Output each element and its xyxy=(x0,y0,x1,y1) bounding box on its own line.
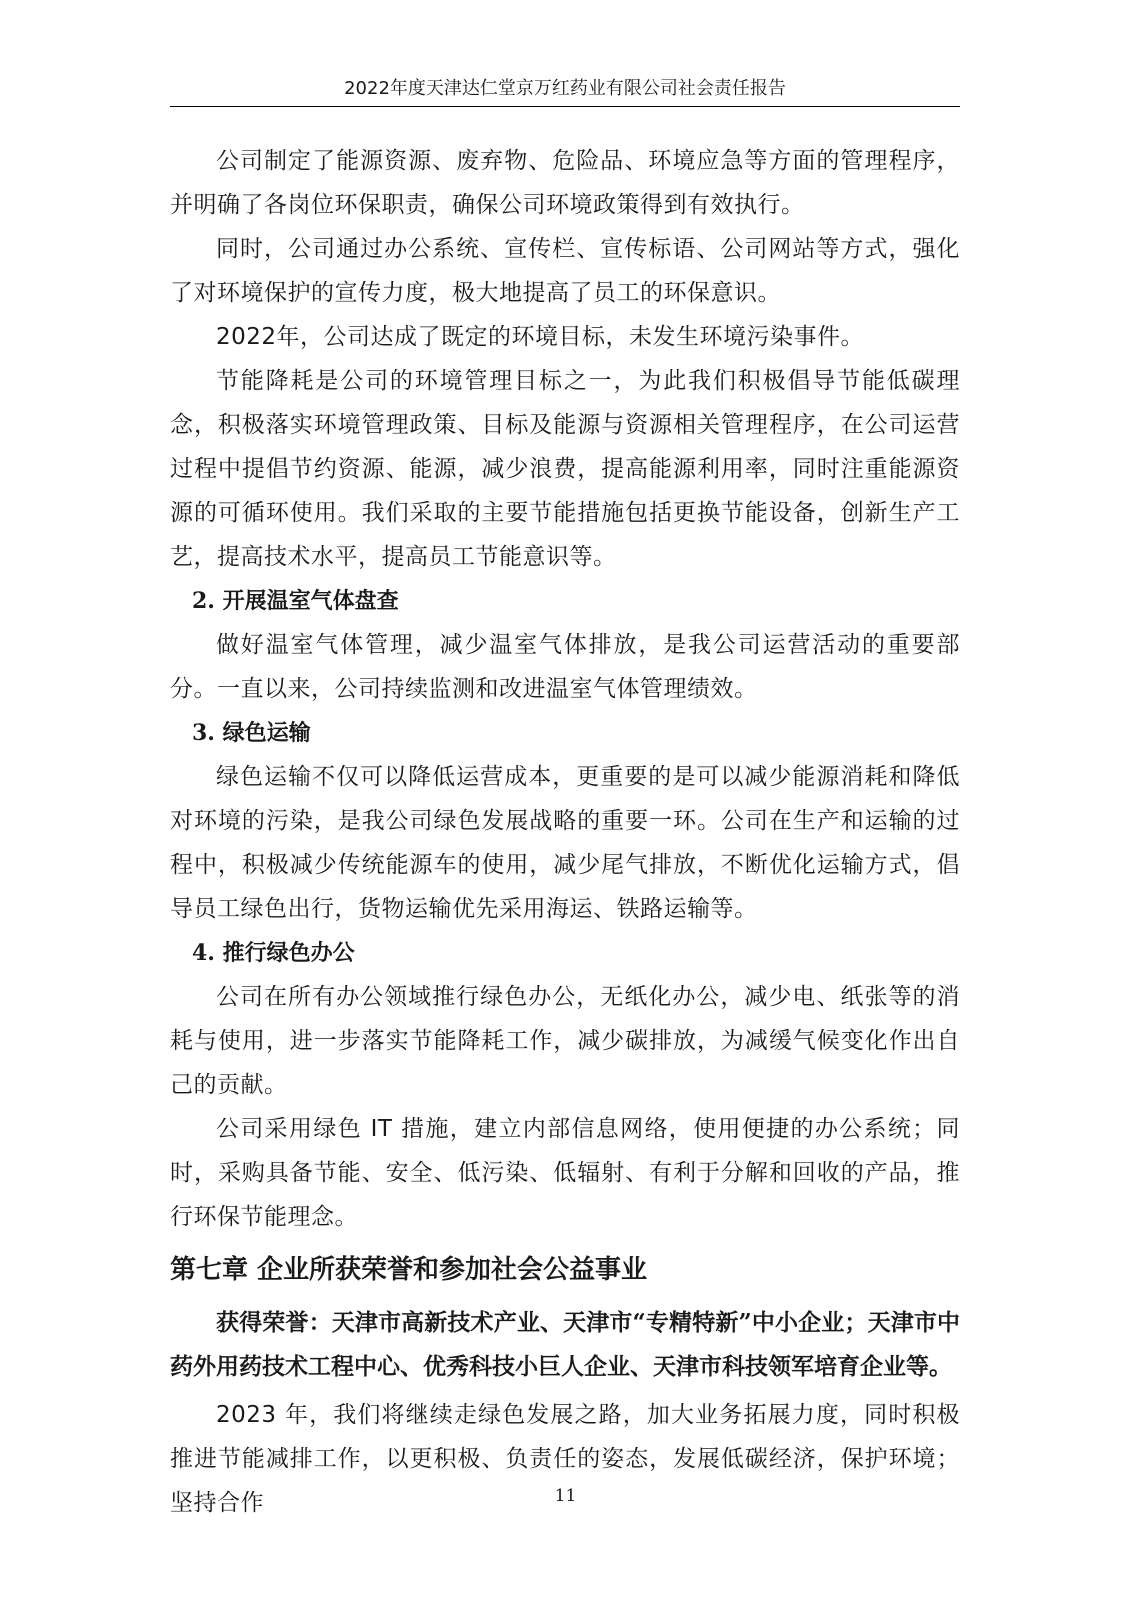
heading-green-transport: 3. 绿色运输 xyxy=(192,720,311,746)
page-header xyxy=(170,72,960,107)
paragraph-greenhouse-gas: 做好温室气体管理，减少温室气体排放，是我公司运营活动的重要部分。一直以来，公司持续监测和改进温室气体管理绩效。 xyxy=(170,632,960,702)
paragraph-environmental-goal: 2022年，公司达成了既定的环境目标，未发生环境污染事件。 xyxy=(216,324,865,350)
paragraph-management-procedures: 公司制定了能源资源、废弃物、危险品、环境应急等方面的管理程序，并明确了各岗位环保职责，确保公司环境政策得到有效执行。 xyxy=(170,148,960,218)
paragraph-green-office: 公司在所有办公领域推行绿色办公，无纸化办公，减少电、纸张等的消耗与使用，进一步落实节能降耗工作，减少碳排放，为减缓气候变化作出自己的贡献。 xyxy=(170,984,960,1098)
paragraph-2023-plan: 2023 年，我们将继续走绿色发展之路，加大业务拓展力度，同时积极推进节能减排工作，以更积极、负责任的姿态，发展低碳经济，保护环境；坚持合作 xyxy=(170,1402,960,1516)
paragraph-green-transport: 绿色运输不仅可以降低运营成本，更重要的是可以减少能源消耗和降低对环境的污染，是我公司绿色发展战略的重要一环。公司在生产和运输的过程中，积极减少传统能源车的使用，减少尾气排放，不断优化运输方式，倡导员工绿色出行，货物运输优先采用海运、铁路运输等。 xyxy=(170,764,960,922)
heading-greenhouse-gas: 2. 开展温室气体盘查 xyxy=(192,588,399,614)
page-number: 11 xyxy=(554,1486,577,1506)
paragraph-honors: 获得荣誉：天津市高新技术产业、天津市“专精特新”中小企业；天津市中药外用药技术工程中心、优秀科技小巨人企业、天津市科技领军培育企业等。 xyxy=(170,1309,960,1380)
report-title: 2022年度天津达仁堂京万红药业有限公司社会责任报告 xyxy=(344,78,786,99)
paragraph-energy-saving: 节能降耗是公司的环境管理目标之一，为此我们积极倡导节能低碳理念，积极落实环境管理政策、目标及能源与资源相关管理程序，在公司运营过程中提倡节约资源、能源，减少浪费，提高能源利用率，同时注重能源资源的可循环使用。我们采取的主要节能措施包括更换节能设备，创新生产工艺，提高技术水平，提高员工节能意识等。 xyxy=(170,368,960,570)
page-body xyxy=(170,139,960,1525)
paragraph-environmental-publicity: 同时，公司通过办公系统、宣传栏、宣传标语、公司网站等方式，强化了对环境保护的宣传力度，极大地提高了员工的环保意识。 xyxy=(170,236,960,306)
chapter-title: 第七章 企业所获荣誉和参加社会公益事业 xyxy=(170,1255,648,1285)
heading-green-office: 4. 推行绿色办公 xyxy=(192,940,355,966)
paragraph-green-it: 公司采用绿色 IT 措施，建立内部信息网络，使用便捷的办公系统；同时，采购具备节能、安全、低污染、低辐射、有利于分解和回收的产品，推行环保节能理念。 xyxy=(170,1116,960,1230)
